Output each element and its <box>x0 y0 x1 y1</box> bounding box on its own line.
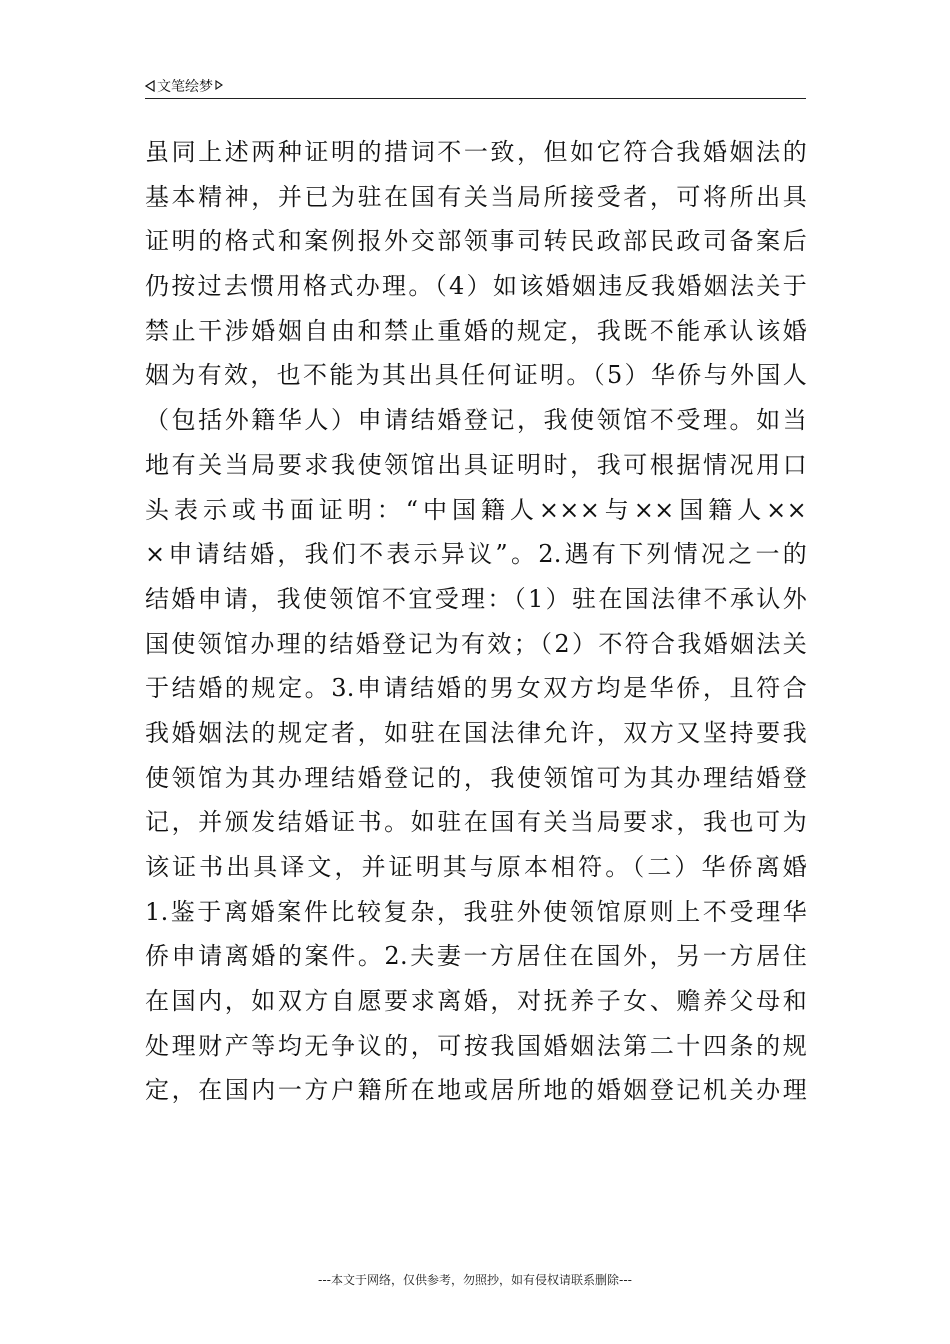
text-line: 记，并颁发结婚证书。如驻在国有关当局要求，我也可为 <box>145 808 807 837</box>
text-line: 基本精神，并已为驻在国有关当局所接受者，可将所出具 <box>145 182 807 211</box>
text-line: 结婚申请，我使领馆不宜受理：（1）驻在国法律不承认外 <box>145 584 807 613</box>
text-line: 使领馆为其办理结婚登记的，我使领馆可为其办理结婚登 <box>145 763 807 792</box>
text-line: 虽同上述两种证明的措词不一致，但如它符合我婚姻法的 <box>145 138 807 166</box>
text-line: 国使领馆办理的结婚登记为有效；（2）不符合我婚姻法关 <box>145 629 807 658</box>
page-header <box>145 74 806 99</box>
text-line: 我婚姻法的规定者，如驻在国法律允许，双方又坚持要我 <box>145 718 807 747</box>
text-line: 在国内，如双方自愿要求离婚，对抚养子女、赡养父母和 <box>145 987 807 1016</box>
text-line: 1.鉴于离婚案件比较复杂，我驻外使领馆原则上不受理华 <box>145 897 807 926</box>
text-line: 侨申请离婚的案件。2.夫妻一方居住在国外，另一方居住 <box>145 942 807 971</box>
text-line: 地有关当局要求我使领馆出具证明时，我可根据情况用口 <box>145 450 807 479</box>
text-line: 处理财产等均无争议的，可按我国婚姻法第二十四条的规 <box>145 1031 807 1060</box>
text-line: 定，在国内一方户籍所在地或居所地的婚姻登记机关办理 <box>145 1076 807 1105</box>
text-line: 头表示或书面证明：“中国籍人×××与××国籍人×× <box>145 495 807 524</box>
document-body <box>145 130 807 1113</box>
page-footer-notice: ---本文于网络，仅供参考，勿照抄，如有侵权请联系删除--- <box>318 1273 632 1287</box>
text-line: 该证书出具译文，并证明其与原本相符。（二）华侨离婚 <box>145 853 807 881</box>
header-brand <box>145 76 225 96</box>
text-line: 禁止干涉婚姻自由和禁止重婚的规定，我既不能承认该婚 <box>145 316 807 345</box>
text-line: 证明的格式和案例报外交部领事司转民政部民政司备案后 <box>145 227 807 256</box>
text-line: 姻为有效，也不能为其出具任何证明。（5）华侨与外国人 <box>145 361 807 390</box>
triangle-right-icon <box>215 80 225 92</box>
text-line: 仍按过去惯用格式办理。（4）如该婚姻违反我婚姻法关于 <box>145 272 807 301</box>
triangle-left-icon <box>145 80 155 92</box>
brand-text: 文笔绘梦 <box>157 79 213 95</box>
text-line: ×申请结婚，我们不表示异议”。2.遇有下列情况之一的 <box>145 540 807 569</box>
text-line: 于结婚的规定。3.申请结婚的男女双方均是华侨，且符合 <box>145 674 807 703</box>
text-line: （包括外籍华人）申请结婚登记，我使领馆不受理。如当 <box>145 406 807 435</box>
